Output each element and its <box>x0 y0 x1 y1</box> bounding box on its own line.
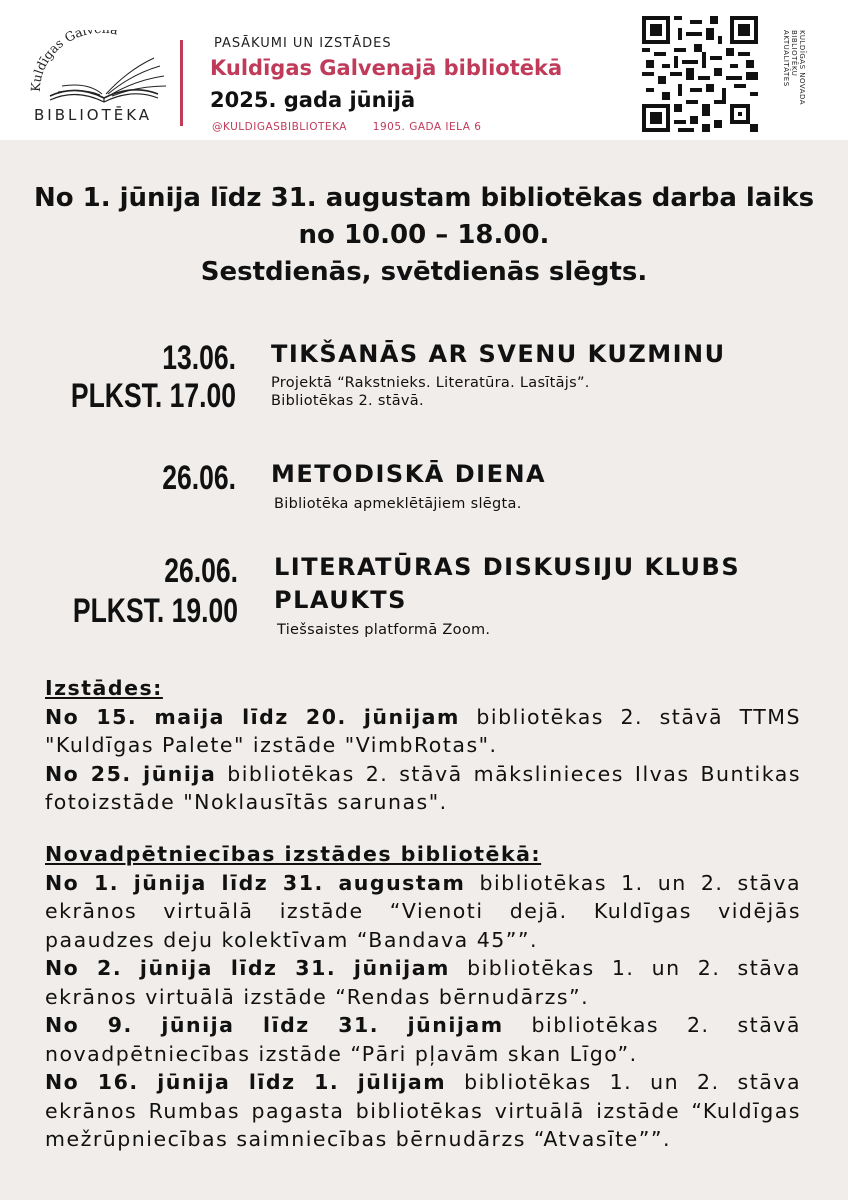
event-time: PLKST. 19.00 <box>72 592 238 630</box>
logo-wordmark: BIBLIOTĒKA <box>34 106 153 124</box>
hours-line-1: No 1. jūnija līdz 31. augustam bibliotēkas darba laiks <box>33 183 815 213</box>
local-history-section <box>45 840 801 1154</box>
exhibition-item: No 25. jūnija bibliotēkas 2. stāvā mākslinieces Ilvas Buntikas fotoizstāde "Noklausītās sarunas". <box>45 761 801 814</box>
event-title: METODISKĀ DIENA <box>271 460 547 488</box>
qr-code-icon[interactable] <box>642 16 758 132</box>
header-title: Kuldīgas Galvenajā bibliotēkā <box>210 56 563 80</box>
local-history-item: No 16. jūnija līdz 1. jūlijam bibliotēkas 1. un 2. stāva ekrānos Rumbas pagasta bibliotēkas virtuālā izstāde “Kuldīgas mežrūpniecības saimniecības bērnudārzs “Atvasīte””. <box>45 1070 802 1151</box>
event-date: 13.06. <box>162 339 236 377</box>
event-desc-line: Bibliotēka apmeklētājiem slēgta. <box>274 496 522 512</box>
header-date: 2025. gada jūnijā <box>210 88 416 112</box>
qr-caption: KULDĪGAS NOVADA BIBLIOTĒKU AKTUALITĀTES <box>782 30 806 106</box>
exhibitions-section <box>45 674 801 817</box>
social-handle[interactable]: @KULDIGASBIBLIOTEKA <box>212 121 347 133</box>
event-desc-line: Tiešsaistes platformā Zoom. <box>277 622 491 638</box>
hours-line-2: no 10.00 – 18.00. <box>298 220 550 250</box>
local-history-item: No 2. jūnija līdz 31. jūnijam bibliotēkas 1. un 2. stāva ekrānos virtuālā izstāde “Rendas bērnudārzs”. <box>45 956 801 1009</box>
event-date: 26.06. <box>164 552 238 590</box>
header <box>0 0 848 140</box>
exhibition-item: No 15. maija līdz 20. jūnijam bibliotēkas 2. stāvā TTMS "Kuldīgas Palete" izstāde "VimbRotas". <box>45 704 801 757</box>
event-time: PLKST. 17.00 <box>70 377 236 415</box>
opening-hours <box>20 180 828 291</box>
header-overline: PASĀKUMI UN IZSTĀDES <box>214 36 392 51</box>
event-title: PLAUKTS <box>274 586 407 614</box>
event-desc-line: Bibliotēkas 2. stāvā. <box>271 393 424 409</box>
header-divider <box>180 40 183 126</box>
local-history-item: No 9. jūnija līdz 31. jūnijam bibliotēkas 2. stāvā novadpētniecības izstāde “Pāri pļavām skan Līgo”. <box>45 1013 801 1066</box>
logo-arc-text: Kuldīgas Gal <box>28 30 89 93</box>
event-title: TIKŠANĀS AR SVENU KUZMINU <box>271 340 726 368</box>
event-date: 26.06. <box>162 459 236 497</box>
address: 1905. GADA IELA 6 <box>372 121 482 133</box>
event-title: LITERATŪRAS DISKUSIJU KLUBS <box>274 553 741 581</box>
hours-line-3: Sestdienās, svētdienās slēgts. <box>200 257 648 287</box>
local-history-item: No 1. jūnija līdz 31. augustam bibliotēkas 1. un 2. stāva ekrānos virtuālā izstāde “Vienoti dejā. Kuldīgas vidējās paaudzes deju kolektīvam “Bandava 45””. <box>45 870 802 952</box>
local-history-heading: Novadpētniecības izstādes bibliotēkā: <box>45 842 542 866</box>
event-desc-line: Projektā “Rakstnieks. Literatūra. Lasītājs”. <box>271 375 590 391</box>
header-contact <box>212 121 503 133</box>
exhibitions-heading: Izstādes: <box>45 676 163 700</box>
